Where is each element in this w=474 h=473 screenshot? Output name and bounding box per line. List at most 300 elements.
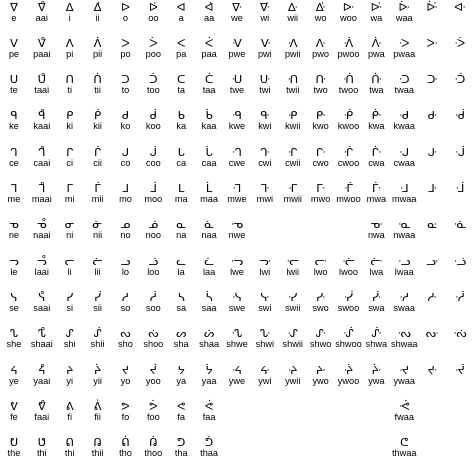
syllable-cell <box>307 37 335 61</box>
syllable-label: oo <box>148 12 159 23</box>
syllabic-glyph: ᕖ <box>93 398 102 413</box>
syllable-cell <box>167 37 195 61</box>
syllable-cell <box>84 73 112 97</box>
syllabic-glyph: ᑌ <box>9 72 19 87</box>
syllable-label <box>446 267 474 278</box>
syllabic-glyph: ᔫ <box>149 362 157 377</box>
syllabic-glyph: ᒒ <box>232 144 242 159</box>
syllable-cell <box>0 1 28 25</box>
syllable-cell <box>223 1 251 25</box>
syllable-label: ni <box>66 230 74 241</box>
syllabic-glyph: ᔚ <box>315 326 326 341</box>
syllable-cell <box>418 37 446 61</box>
syllabic-glyph: ᕓ <box>10 398 18 413</box>
syllabic-glyph: ᐅ̇ <box>148 0 158 14</box>
syllabic-glyph: ᕚ <box>204 398 214 413</box>
syllable-cell <box>446 327 474 351</box>
syllable-cell <box>362 146 390 170</box>
syllabic-glyph: ᓉ <box>230 217 244 232</box>
syllabic-glyph: ᔲ <box>315 362 326 377</box>
syllable-label: soo <box>145 302 161 313</box>
syllable-label: ywe <box>228 375 246 386</box>
syllable-label: woo <box>340 12 357 23</box>
syllabic-glyph: ᓓ̊ <box>36 253 47 268</box>
syllable-cell <box>167 73 195 97</box>
syllabic-glyph: ᒣ̊ <box>38 181 46 195</box>
syllable-label: li <box>67 266 72 277</box>
syllable-cell <box>112 291 140 315</box>
syllabic-glyph: ᓟ <box>314 253 327 268</box>
syllabic-glyph: ᐕ̇ <box>426 0 438 14</box>
syllable-label: sii <box>93 302 102 313</box>
syllable-label: coo <box>145 157 161 168</box>
syllable-cell <box>335 182 363 206</box>
syllable-cell <box>307 255 335 279</box>
syllabic-glyph: ᕦ <box>400 435 409 450</box>
syllable-cell <box>390 400 418 424</box>
syllable-label: shwe <box>226 339 248 350</box>
syllable-label: swa <box>368 302 385 313</box>
syllable-label: pwo <box>312 48 330 59</box>
syllable-cell <box>446 291 474 315</box>
syllable-label: mwoo <box>336 194 361 204</box>
syllable-cell <box>139 400 167 424</box>
syllabic-glyph: ᐲ <box>93 35 102 50</box>
syllable-label: kaai <box>33 121 51 132</box>
syllable-cell <box>112 218 140 242</box>
syllabic-glyph: ᓃ <box>92 217 103 232</box>
syllable-cell <box>335 255 363 279</box>
syllable-label: yo <box>120 375 131 386</box>
syllable-label: kwe <box>228 121 246 132</box>
syllabic-glyph: ᒭ <box>260 181 270 195</box>
syllabic-glyph: ᕤ <box>177 435 186 450</box>
syllable-cell <box>390 1 418 25</box>
syllable-cell <box>335 291 363 315</box>
syllable-label <box>446 376 474 387</box>
syllabic-glyph: ᒦ <box>94 181 101 195</box>
syllable-label: wo <box>314 12 327 23</box>
syllable-cell <box>390 182 418 206</box>
syllabic-glyph: ᐊ̇ <box>204 0 214 14</box>
syllable-cell <box>335 109 363 133</box>
syllable-label: shi <box>63 339 76 350</box>
syllabic-glyph: ᕣ <box>149 435 158 450</box>
syllable-label: faai <box>34 411 50 422</box>
syllable-label: saai <box>33 302 51 313</box>
syllable-cell <box>84 182 112 206</box>
syllable-cell <box>335 327 363 351</box>
syllable-cell <box>139 109 167 133</box>
syllable-label: foo <box>146 411 160 422</box>
syllabic-glyph: ᓱ <box>121 289 129 304</box>
syllable-label: se <box>9 302 19 313</box>
syllable-cell <box>335 146 363 170</box>
syllabic-glyph: ᐴ <box>149 35 158 50</box>
syllable-cell <box>418 182 446 206</box>
syllable-label: shoo <box>143 339 164 350</box>
syllable-label: swoo <box>337 302 360 313</box>
syllable-cell <box>139 436 167 460</box>
syllable-cell <box>362 182 390 206</box>
syllable-label: pe <box>8 48 20 59</box>
syllabic-glyph: ᑏ <box>93 72 102 87</box>
syllabic-glyph: ᒨ <box>149 181 157 195</box>
syllabic-glyph: ᓷ <box>260 289 270 304</box>
syllable-label: kwoo <box>337 121 360 132</box>
syllabic-glyph: ᔴ <box>371 362 382 377</box>
syllable-label: maai <box>31 194 52 204</box>
syllabic-glyph: ᒖ <box>343 144 354 159</box>
syllable-cell <box>84 218 112 242</box>
syllable-label: twaa <box>394 85 414 96</box>
syllable-label: kwaa <box>393 121 415 132</box>
syllable-cell <box>167 400 195 424</box>
syllable-label: ii <box>95 12 100 23</box>
syllable-label: cwo <box>312 157 329 168</box>
syllabic-glyph: ᒓ <box>260 144 270 159</box>
syllable-label: ne <box>8 230 20 241</box>
syllable-cell <box>251 146 279 170</box>
syllable-label: taai <box>34 85 50 96</box>
syllable-cell <box>418 327 446 351</box>
syllable-cell <box>0 364 28 388</box>
syllabic-glyph: ᑝ <box>398 72 410 87</box>
syllabic-glyph: ᑸ <box>343 108 354 123</box>
syllabic-glyph: ᑐ <box>121 72 130 87</box>
syllable-cell <box>112 364 140 388</box>
syllable-cell <box>139 37 167 61</box>
syllable-cell <box>251 73 279 97</box>
syllable-cell <box>223 255 251 279</box>
syllable-cell <box>279 364 307 388</box>
syllable-label: mwo <box>310 194 331 204</box>
syllable-label: the <box>7 448 21 459</box>
syllable-cell <box>0 146 28 170</box>
syllabic-glyph: ᕡ <box>93 435 102 450</box>
syllabic-glyph: ᓓ <box>9 253 19 268</box>
syllabic-glyph: ᓌ <box>427 217 438 232</box>
syllable-cell <box>362 291 390 315</box>
syllable-label: yaa <box>201 375 217 386</box>
syllable-cell <box>362 327 390 351</box>
syllable-cell <box>0 182 28 206</box>
syllable-label: faa <box>202 411 216 422</box>
syllable-cell <box>56 436 84 460</box>
syllable-cell <box>362 218 390 242</box>
syllable-label: ye <box>9 375 19 386</box>
syllable-label <box>418 49 446 60</box>
syllable-cell <box>446 146 474 170</box>
syllable-label: thaa <box>200 448 219 459</box>
syllable-cell <box>390 436 418 460</box>
syllable-label: thwaa <box>391 448 417 459</box>
syllable-cell <box>418 73 446 97</box>
syllabic-glyph: ᒴ <box>455 181 465 195</box>
syllable-label: twoo <box>338 85 359 96</box>
syllabic-glyph: ᕟ <box>37 435 47 450</box>
syllable-label: too <box>146 85 160 96</box>
syllabic-glyph: ᐏ̇ <box>315 0 326 14</box>
syllabic-glyph: ᐼ <box>287 35 298 50</box>
syllable-cell <box>362 1 390 25</box>
syllable-cell <box>446 1 474 25</box>
syllable-cell <box>139 218 167 242</box>
syllabic-glyph: ᓋ <box>398 217 411 232</box>
syllabic-glyph: ᓵ <box>205 289 213 304</box>
syllable-label: ywoo <box>337 375 360 386</box>
syllable-cell <box>418 291 446 315</box>
syllable-cell <box>167 291 195 315</box>
syllable-label: yi <box>66 375 73 386</box>
syllabic-glyph: ᓘ <box>148 253 159 268</box>
syllable-label: le <box>10 266 18 277</box>
syllabic-glyph: ᑺ <box>399 108 410 123</box>
syllable-label: lwi <box>259 266 271 277</box>
syllabic-glyph: ᒳ <box>427 181 437 195</box>
syllabic-glyph: ᓞ <box>286 253 299 268</box>
syllable-label: saa <box>201 302 217 313</box>
syllable-label: twe <box>229 85 245 96</box>
syllabic-glyph: ᒮ <box>288 181 298 195</box>
syllabic-glyph: ᓊ <box>370 217 383 232</box>
syllable-cell <box>251 255 279 279</box>
syllabic-glyph: ᒎ <box>149 144 157 159</box>
syllable-label: i <box>68 12 71 23</box>
syllabic-glyph: ᒪ <box>177 181 185 195</box>
syllable-label: swaa <box>393 302 415 313</box>
syllable-cell <box>84 109 112 133</box>
syllable-cell <box>56 37 84 61</box>
syllabic-glyph: ᐍ̇ <box>260 0 270 14</box>
syllable-cell <box>28 73 56 97</box>
syllable-cell <box>28 255 56 279</box>
syllable-label: ka <box>176 121 187 132</box>
syllable-label: mwaa <box>391 194 417 204</box>
syllabic-glyph: ᐕ <box>398 0 411 14</box>
syllable-label <box>446 121 474 132</box>
syllabic-glyph: ᐘ <box>454 0 466 14</box>
syllable-label: cwoo <box>337 157 360 168</box>
syllabic-glyph: ᑌ̊ <box>37 72 47 87</box>
syllable-label: pwoo <box>337 48 360 59</box>
syllable-label: naai <box>33 230 51 241</box>
syllable-label: pwe <box>228 48 246 59</box>
syllabic-glyph: ᔒ <box>93 326 102 341</box>
syllabic-glyph: ᓀ <box>9 217 19 232</box>
syllable-cell <box>335 364 363 388</box>
syllable-label: lwoo <box>339 266 358 277</box>
syllable-cell <box>28 146 56 170</box>
syllabic-glyph: ᐅ <box>121 0 130 14</box>
syllable-cell <box>390 37 418 61</box>
syllabic-glyph: ᑎ <box>65 72 74 87</box>
syllabic-glyph: ᔐ <box>9 326 19 341</box>
syllable-label <box>418 376 446 387</box>
syllabic-glyph: ᓰ <box>94 289 102 304</box>
syllable-label: twi <box>259 85 271 96</box>
syllable-cell <box>28 218 56 242</box>
syllable-label: ywii <box>285 375 301 386</box>
syllable-cell <box>279 73 307 97</box>
syllabic-glyph: ᕗ <box>121 398 130 413</box>
syllable-label: shwi <box>255 339 275 350</box>
syllable-label: shwo <box>309 339 332 350</box>
syllable-label: mwi <box>256 194 274 204</box>
syllabic-glyph: ᒣ <box>10 181 18 195</box>
syllable-label: shaa <box>199 339 220 350</box>
syllable-cell <box>195 1 223 25</box>
syllable-cell <box>84 436 112 460</box>
syllable-label: pwa <box>367 48 385 59</box>
syllable-label <box>418 158 446 169</box>
syllable-label: shii <box>90 339 105 350</box>
syllable-cell <box>251 37 279 61</box>
syllabic-glyph: ᓝ <box>258 253 271 268</box>
syllable-cell <box>28 291 56 315</box>
syllabic-glyph: ᔮ <box>205 362 213 377</box>
syllable-cell <box>0 37 28 61</box>
syllable-label: shwoo <box>335 339 362 350</box>
syllable-label: sa <box>176 302 187 313</box>
syllabic-glyph: ᒙ <box>427 144 437 159</box>
syllable-cell <box>167 182 195 206</box>
syllable-label: pa <box>176 48 187 59</box>
syllable-label: aai <box>35 12 48 23</box>
syllable-cell <box>307 1 335 25</box>
syllable-cell <box>195 291 223 315</box>
syllable-label: pwii <box>284 48 301 59</box>
syllable-cell <box>112 146 140 170</box>
syllable-label: pii <box>92 48 103 59</box>
syllabic-glyph: ᓣ <box>426 253 439 268</box>
syllable-cell <box>307 182 335 206</box>
syllable-label: kii <box>93 121 102 132</box>
syllable-cell <box>251 109 279 133</box>
syllabic-glyph: ᓛ <box>204 253 214 268</box>
syllabic-glyph: ᐻ <box>260 35 269 50</box>
syllable-label: she <box>6 339 22 350</box>
syllabic-glyph: ᒔ <box>288 144 298 159</box>
syllable-cell <box>223 218 251 242</box>
syllable-cell <box>84 327 112 351</box>
syllabic-glyph: ᔛ <box>343 326 354 341</box>
syllable-cell <box>0 109 28 133</box>
syllable-cell <box>390 73 418 97</box>
syllable-cell <box>195 436 223 460</box>
syllable-label: lwa <box>369 266 384 277</box>
syllable-label: fii <box>94 411 101 422</box>
syllabic-glyph: ᓂ <box>64 217 75 232</box>
syllabic-glyph: ᑲ <box>177 108 185 123</box>
syllable-label: fe <box>10 411 18 422</box>
syllabic-glyph: ᓈ <box>204 217 214 232</box>
syllable-label <box>418 339 446 350</box>
syllable-cell <box>167 255 195 279</box>
syllable-label: caai <box>33 157 51 168</box>
syllable-cell <box>446 182 474 206</box>
syllable-cell <box>167 146 195 170</box>
syllable-cell <box>112 255 140 279</box>
syllabic-glyph: ᓡ <box>370 253 383 268</box>
syllabic-glyph: ᐽ <box>315 35 326 50</box>
syllable-label: ywaa <box>393 375 415 386</box>
syllabic-glyph: ᒌ <box>93 144 102 159</box>
syllable-label: fwaa <box>394 411 414 422</box>
syllabic-glyph: ᑹ <box>371 108 382 123</box>
syllable-cell <box>195 182 223 206</box>
syllable-label <box>418 194 446 205</box>
syllabic-glyph: ᓖ <box>92 253 103 268</box>
syllabic-glyph: ᐓ̇ <box>370 0 383 14</box>
syllable-cell <box>362 109 390 133</box>
syllable-label: moo <box>144 194 163 204</box>
syllable-cell <box>446 364 474 388</box>
syllable-label <box>418 121 446 132</box>
syllable-cell <box>307 364 335 388</box>
syllable-label: mwa <box>366 194 387 204</box>
syllable-cell <box>56 327 84 351</box>
syllable-cell <box>56 73 84 97</box>
syllable-label <box>418 13 446 24</box>
syllable-label: shaai <box>30 339 53 350</box>
syllable-label <box>418 267 446 278</box>
syllable-cell <box>390 327 418 351</box>
syllable-label: pi <box>66 48 74 59</box>
syllabic-glyph: ᐁ̊ <box>37 0 46 14</box>
syllabic-glyph: ᑙ <box>287 72 299 87</box>
syllable-label: mwe <box>227 194 247 204</box>
syllable-cell <box>167 218 195 242</box>
syllable-cell <box>28 182 56 206</box>
syllable-label: cwi <box>258 157 272 168</box>
syllable-label <box>418 303 446 314</box>
syllable-label: cii <box>93 157 102 168</box>
syllabic-glyph: ᓅ <box>148 217 159 232</box>
syllabic-glyph: ᔗ <box>231 326 243 341</box>
syllable-label: paa <box>201 48 217 59</box>
syllabic-glyph: ᑵ <box>260 108 270 123</box>
syllable-label: ywi <box>258 375 272 386</box>
syllable-label <box>446 49 474 60</box>
syllable-cell <box>279 327 307 351</box>
syllable-cell <box>362 364 390 388</box>
syllable-label: maa <box>200 194 219 204</box>
syllabic-glyph: ᐺ <box>232 35 242 50</box>
syllable-label <box>418 85 446 96</box>
syllable-cell <box>195 109 223 133</box>
syllable-label: shwii <box>282 339 303 350</box>
syllable-label: swo <box>312 302 329 313</box>
syllabic-glyph: ᑮ <box>93 108 102 123</box>
syllabic-glyph: ᒥ <box>66 181 73 195</box>
syllabic-glyph: ᓄ <box>120 217 131 232</box>
syllable-cell <box>223 73 251 97</box>
syllable-cell <box>112 400 140 424</box>
syllabic-glyph: ᐾ <box>343 35 354 50</box>
syllable-label: mi <box>64 194 75 204</box>
syllable-cell <box>84 37 112 61</box>
syllable-cell <box>84 146 112 170</box>
syllable-cell <box>307 291 335 315</box>
syllable-label <box>446 85 474 96</box>
syllable-cell <box>251 327 279 351</box>
syllable-label: kwi <box>258 121 272 132</box>
syllabic-glyph: ᒚ <box>455 144 465 159</box>
syllable-label: nwe <box>228 230 246 241</box>
syllable-label: ywo <box>312 375 329 386</box>
syllable-cell <box>84 1 112 25</box>
